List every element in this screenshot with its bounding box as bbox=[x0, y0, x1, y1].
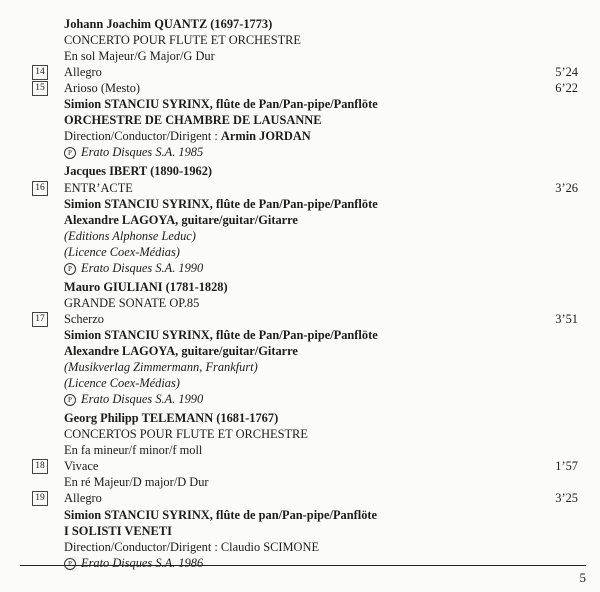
phonogram-copyright-icon: P bbox=[64, 558, 76, 570]
performer-line: Simion STANCIU SYRINX, flûte de Pan/Pan-pipe/Panflöte bbox=[64, 97, 378, 112]
conductor-label: Direction/Conductor/Dirigent : bbox=[64, 129, 221, 144]
bottom-rule bbox=[20, 565, 586, 566]
track-number-badge: 18 bbox=[32, 459, 48, 474]
track-line[interactable] bbox=[64, 64, 578, 80]
track-number-badge: 17 bbox=[32, 312, 48, 327]
performer-line: Simion STANCIU SYRINX, flûte de Pan/Pan-pipe/Panflöte bbox=[64, 196, 378, 211]
performer-line: I SOLISTI VENETI bbox=[64, 523, 172, 538]
page-number: 5 bbox=[579, 570, 586, 585]
composer-heading: Jacques IBERT (1890-1962) bbox=[64, 164, 213, 179]
track-duration: 6’22 bbox=[555, 81, 578, 96]
phonogram-copyright-icon: P bbox=[64, 147, 76, 159]
track-title: Allegro bbox=[64, 491, 102, 506]
track-duration: 5’24 bbox=[555, 65, 578, 80]
track-line[interactable] bbox=[64, 180, 578, 196]
copyright-text: Erato Disques S.A. 1986 bbox=[81, 555, 204, 570]
track-number-badge: 16 bbox=[32, 181, 48, 196]
track-line[interactable] bbox=[64, 458, 578, 474]
track-title: Scherzo bbox=[64, 311, 104, 326]
performer-line: Alexandre LAGOYA, guitare/guitar/Gitarre bbox=[64, 344, 298, 358]
composer-heading: Johann Joachim QUANTZ (1697-1773) bbox=[64, 17, 273, 31]
track-title: ENTR’ACTE bbox=[64, 180, 133, 195]
publisher-note: (Licence Coex-Médias) bbox=[64, 244, 180, 259]
copyright-line bbox=[64, 391, 578, 407]
track-duration: 3’25 bbox=[555, 491, 578, 506]
work-title: CONCERTOS POUR FLUTE ET ORCHESTRE bbox=[64, 427, 308, 442]
conductor-line bbox=[64, 128, 578, 144]
copyright-text: Erato Disques S.A. 1985 bbox=[81, 145, 204, 160]
phonogram-copyright-icon: P bbox=[64, 394, 76, 406]
detail-line: En fa mineur/f minor/f moll bbox=[64, 443, 203, 458]
copyright-text: Erato Disques S.A. 1990 bbox=[81, 260, 204, 275]
conductor-name: Armin JORDAN bbox=[220, 129, 311, 144]
track-line[interactable] bbox=[64, 311, 578, 327]
performer-line: Alexandre LAGOYA, guitare/guitar/Gitarre bbox=[64, 212, 298, 227]
phonogram-copyright-icon: P bbox=[64, 263, 76, 275]
work-title: CONCERTO POUR FLUTE ET ORCHESTRE bbox=[64, 33, 301, 48]
composer-heading: Georg Philipp TELEMANN (1681-1767) bbox=[64, 411, 279, 426]
track-title: Arioso (Mesto) bbox=[64, 81, 141, 96]
performer-line: ORCHESTRE DE CHAMBRE DE LAUSANNE bbox=[64, 113, 322, 128]
track-number-badge: 19 bbox=[32, 491, 48, 506]
track-duration: 3’51 bbox=[555, 311, 578, 326]
track-duration: 1’57 bbox=[555, 459, 578, 474]
performer-line: Simion STANCIU SYRINX, flûte de pan/Pan-pipe/Panflöte bbox=[64, 507, 378, 522]
publisher-note: (Musikverlag Zimmermann, Frankfurt) bbox=[64, 360, 258, 375]
track-title: Allegro bbox=[64, 65, 102, 80]
track-duration: 3’26 bbox=[555, 180, 578, 195]
copyright-text: Erato Disques S.A. 1990 bbox=[81, 392, 204, 407]
track-number-badge: 14 bbox=[32, 65, 48, 80]
track-number-badge: 15 bbox=[32, 81, 48, 96]
detail-line: Direction/Conductor/Dirigent : Claudio SCIMONE bbox=[64, 539, 320, 554]
composer-heading: Mauro GIULIANI (1781-1828) bbox=[64, 279, 228, 294]
work-title: GRANDE SONATE OP.85 bbox=[64, 295, 200, 310]
detail-line: En ré Majeur/D major/D Dur bbox=[64, 475, 209, 490]
copyright-line bbox=[64, 144, 578, 160]
publisher-note: (Editions Alphonse Leduc) bbox=[64, 228, 196, 243]
detail-line: En sol Majeur/G Major/G Dur bbox=[64, 49, 215, 64]
performer-line: Simion STANCIU SYRINX, flûte de Pan/Pan-pipe/Panflöte bbox=[64, 327, 378, 342]
publisher-note: (Licence Coex-Médias) bbox=[64, 376, 180, 391]
track-title: Vivace bbox=[64, 459, 99, 474]
track-line[interactable] bbox=[64, 490, 578, 506]
copyright-line bbox=[64, 260, 578, 276]
copyright-line bbox=[64, 555, 578, 571]
track-line[interactable] bbox=[64, 80, 578, 96]
